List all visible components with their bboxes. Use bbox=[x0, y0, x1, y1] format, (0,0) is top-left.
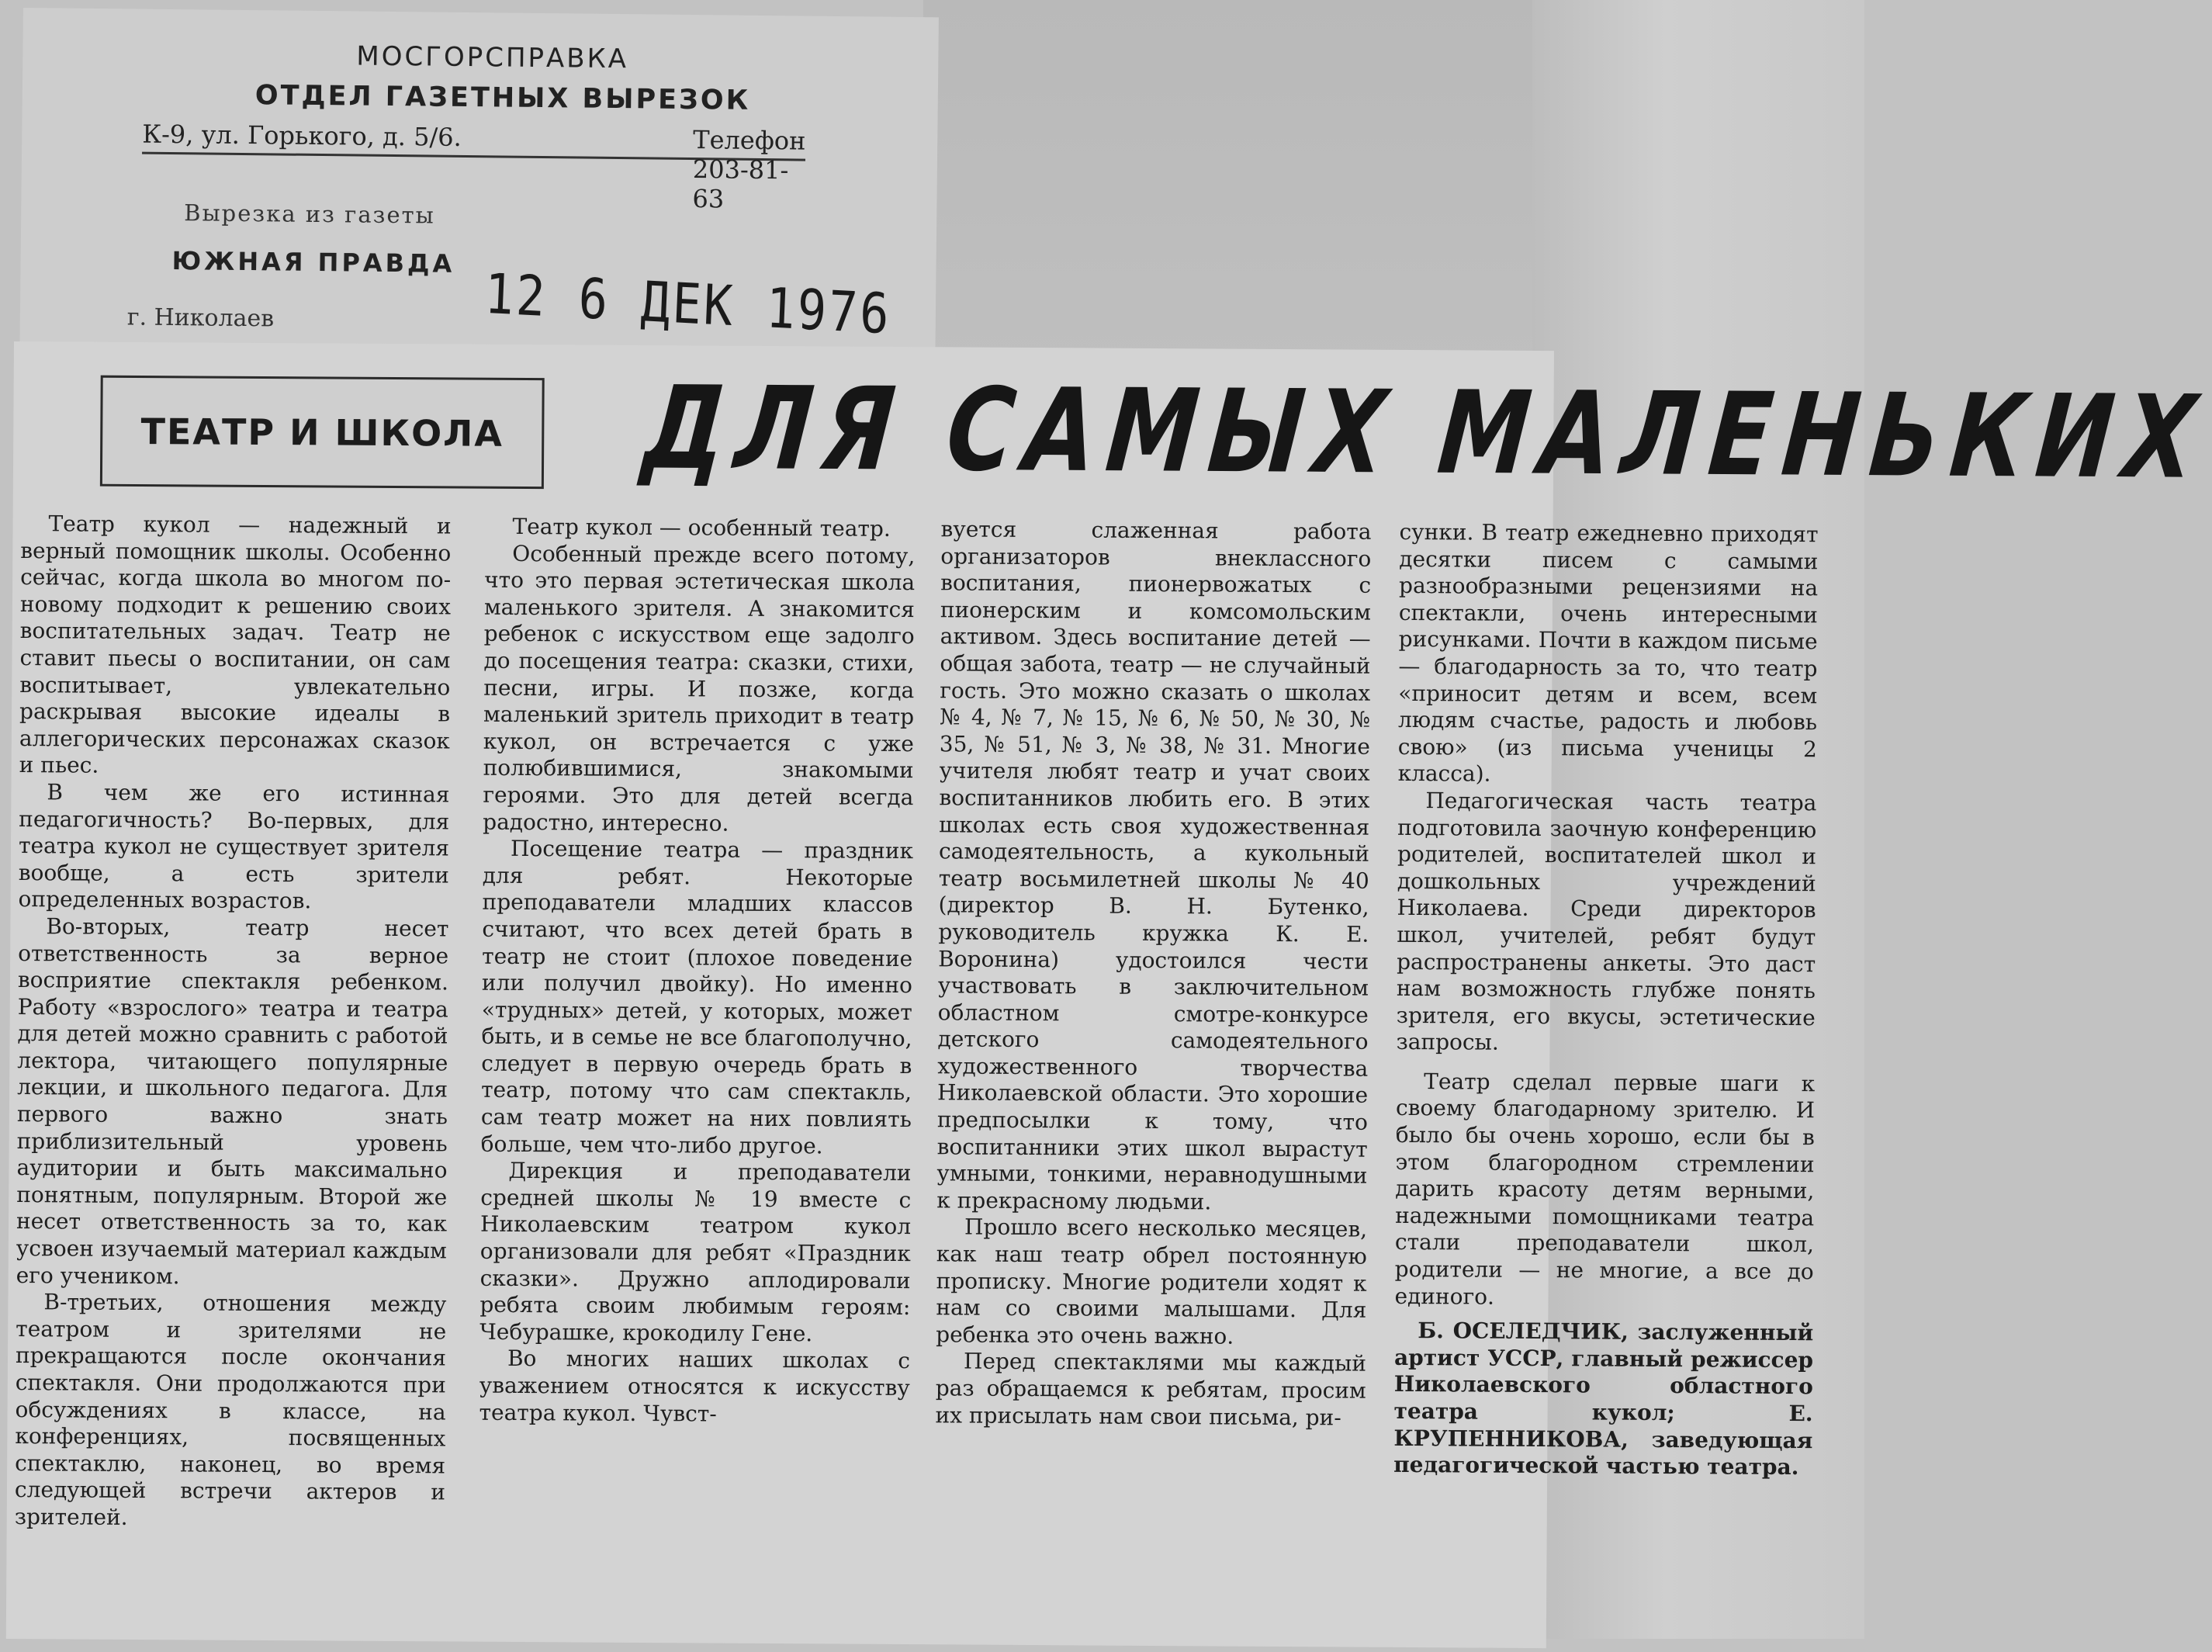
article-column-2 bbox=[478, 514, 916, 1633]
paragraph: Театр сделал первые шаги к своему благодарному зрителю. И было бы очень хорошо, если бы в этом благородном стремлении дарить красоту детям верными, надежными помощниками театра стали преподаватели школ, родители — не многие, а все до единого. bbox=[1394, 1068, 1816, 1310]
agency-name: МОСГОРСПРАВКА bbox=[356, 40, 629, 75]
paragraph: Театр кукол — надежный и верный помощник школы. Особенно сейчас, когда школа во многом по-новому подходит к решению своих воспитательных задач. Театр не ставит пьесы о воспитании, он сам воспитывает, увлекательно раскрывая высокие идеалы в аллегорических персонажах сказок и пьес. bbox=[19, 511, 452, 779]
clipping-bureau-slip bbox=[19, 8, 939, 358]
paragraph: В-третьих, отношения между театром и зрителями не прекращаются после окончания спектакля. Они продолжаются при обсуждениях в классе, на конференциях, посвященных спектаклю, наконец, во время следующей встречи актеров и зрителей. bbox=[14, 1289, 447, 1530]
cut-from-label: Вырезка из газеты bbox=[184, 199, 435, 229]
agency-address: К-9, ул. Горького, д. 5/6. bbox=[142, 119, 462, 152]
article-headline: ДЛЯ САМЫХ МАЛЕНЬКИХ bbox=[638, 361, 2212, 504]
paragraph: Во-вторых, театр несет ответственность за верное восприятие спектакля ребенком. Работу «взрослого» театра и театра для детей можно сравнить с работой лектора, читающего популярные лекции, и школьного педагога. Для первого важно знать приблизительный уровень аудитории и быть максимально понятным, популярным. Второй же несет ответственность за то, как усвоен изучаемый материал каждым его учеником. bbox=[16, 913, 449, 1289]
article-column-4 bbox=[1393, 519, 1819, 1639]
paragraph: Дирекция и преподаватели средней школы № 19 вместе с Николаевским театром кукол организовали для ребят «Праздник сказки». Дружно аплодировали ребята своим любимым героям: Чебурашке, крокодилу Гене. bbox=[479, 1158, 912, 1347]
rubric-box: ТЕАТР И ШКОЛА bbox=[100, 376, 545, 489]
article-column-3 bbox=[934, 516, 1372, 1636]
paragraph: сунки. В театр ежедневно приходят десятки писем с самыми разнообразными рецензиями на спектакли, очень интересными рисунками. Почти в каждом письме — благодарность за то, что театр «приносит детям и всем, всем людям счастье, радость и любовь свою» (из письма ученицы 2 класса). bbox=[1397, 518, 1819, 787]
newspaper-name: ЮЖНАЯ ПРАВДА bbox=[171, 246, 455, 279]
background-board-top bbox=[923, 0, 1536, 365]
paragraph: Особенный прежде всего потому, что это первая эстетическая школа маленького зрителя. А знакомится ребенок с искусством еще задолго до посещения театра: сказки, стихи, песни, игры. И позже, когда маленький зритель приходит в театр кукол, он встречается с уже полюбившимися, знакомыми героями. Это для детей всегда радостно, интересно. bbox=[483, 540, 916, 836]
paragraph: вуется слаженная работа организаторов внеклассного воспитания, пионервожатых с пионерским и комсомольским активом. Здесь воспитание детей — общая забота, театр — не случайный гость. Это можно сказать о школах № 4, № 7, № 15, № 6, № 50, № 30, № 35, № 51, № 3, № 38, № 31. Многие учителя любят театр и учат своих воспитанников любить его. В этих школах есть своя художественная самодеятельность, а кукольный театр восьмилетней школы № 40 (директор В. Н. Бутенко, руководитель кружка К. Е. Воронина) удостоился чести участвовать в заключительном областном смотре-конкурсе детского самодеятельного художественного творчества Николаевской области. Это хорошие предпосылки к тому, что воспитанники этих школ вырастут умными, тонкими, неравнодушными к прекрасному людьми. bbox=[936, 516, 1372, 1215]
article-column-1 bbox=[14, 511, 452, 1630]
date-stamp: 12 6 ДЕК 1976 bbox=[483, 261, 893, 347]
newspaper-city: г. Николаев bbox=[126, 303, 275, 333]
paragraph: Посещение театра — праздник для ребят. Некоторые преподаватели младших классов считают, что всех детей брать в театр не стоит (плохое поведение или получил двойку). Но именно «трудных» детей, у которых, может быть, и в семье не все благополучно, следует в первую очередь брать в театр, потому что сам спектакль, сам театр может на них повлиять больше, чем что-либо другое. bbox=[480, 836, 914, 1159]
paragraph: В чем же его истинная педагогичность? Во-первых, для театра кукол не существует зрителя вообще, а есть зрители определенных возрастов. bbox=[18, 779, 450, 914]
paragraph: Во многих наших школах с уважением относятся к искусству театра кукол. Чувст- bbox=[479, 1345, 911, 1427]
department-name: ОТДЕЛ ГАЗЕТНЫХ ВЫРЕЗОК bbox=[254, 80, 751, 116]
agency-phone: Телефон 203-81-63 bbox=[692, 125, 806, 214]
author-signature: Б. ОСЕЛЕДЧИК, заслуженный артист УССР, главный режиссер Николаевского областного театра кукол; Е. КРУПЕННИКОВА, заведующая педагогической частью театра. bbox=[1393, 1318, 1814, 1481]
paragraph: Театр кукол — особенный театр. bbox=[512, 513, 891, 542]
paragraph: Прошло всего несколько месяцев, как наш театр обрел постоянную прописку. Многие родители ходят к нам со своими малышами. Для ребенка это очень важно. bbox=[936, 1214, 1368, 1349]
paragraph: Педагогическая часть театра подготовила заочную конференцию родителей, воспитателей школ и дошкольных учреждений Николаева. Среди директоров школ, учителей, ребят будут распространены анкеты. Это даст нам возможность глубже понять зрителя, его вкусы, эстетические запросы. bbox=[1396, 788, 1817, 1055]
paragraph: Перед спектаклями мы каждый раз обращаемся к ребятам, просим их присылать нам свои письма, ри- bbox=[935, 1348, 1367, 1431]
newspaper-clipping bbox=[6, 341, 2212, 1648]
